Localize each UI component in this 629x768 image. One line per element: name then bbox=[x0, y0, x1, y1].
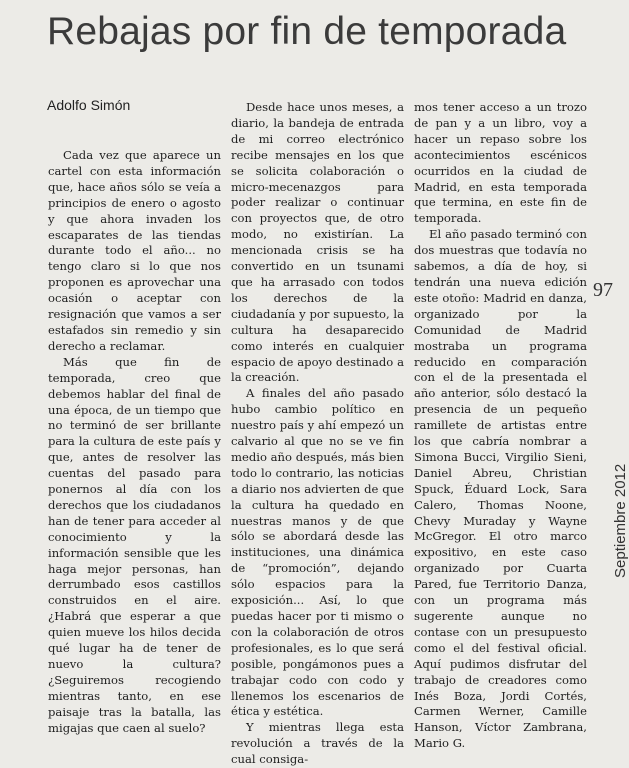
issue-date: Septiembre 2012 bbox=[612, 463, 629, 578]
article-title: Rebajas por fin de temporada bbox=[47, 10, 567, 53]
page-number: 97 bbox=[593, 279, 613, 301]
paragraph: Y mientras llega esta revolución a través de la cual consiga- bbox=[231, 720, 404, 767]
paragraph: A finales del año pasado hubo cambio político en nuestro país y ahí empezó un calvario al que no se ve fin medio año después, más bien todo lo contrario, las noticias a diario nos advierten de que la cultura ha quedado en nuestras manos y de que sólo se abordará desde las instituciones, una dinámica de “promoción”, dejando sólo espacios para la exposición... Así, lo que puedas hacer por ti mismo o con la colaboración de otros profesionales, es lo que será posible, pongámonos pues a trabajar codo con codo y llenemos los escenarios de ética y estética. bbox=[231, 386, 404, 719]
paragraph: Cada vez que aparece un cartel con esta información que, hace años sólo se veía a principios de enero o agosto y que ahora invaden los escaparates de las tiendas durante todo el año... no tengo claro si lo que nos proponen es aprovechar una ocasión o aceptar con resignación que vamos a ser estafados sin remedio y sin derecho a reclamar. bbox=[48, 148, 221, 353]
article-column-3 bbox=[414, 100, 587, 752]
paragraph: mos tener acceso a un trozo de pan y a un libro, voy a hacer un repaso sobre los acontecimientos escénicos ocurridos en la ciudad de Madrid, en esta temporada que termina, en este fin de temporada. bbox=[414, 100, 587, 226]
article-column-2 bbox=[231, 100, 404, 768]
paragraph: Más que fin de temporada, creo que debemos hablar del final de una época, de un tiempo que no terminó de ser brillante para la cultura de este país y que, antes de resolver las cuentas del pasado para ponernos al día con los derechos que los ciudadanos han de tener para acceder al conocimiento y la información sensible que les haga mejor personas, han derrumbado esos castillos construidos en el aire. ¿Habrá que esperar a que quien mueve los hilos decida qué lugar ha de tener de nuevo la cultura? ¿Seguiremos recogiendo mientras tanto, en ese paisaje tras la batalla, las migajas que caen al suelo? bbox=[48, 354, 221, 735]
paragraph: Desde hace unos meses, a diario, la bandeja de entrada de mi correo electrónico recibe mensajes en los que se solicita colaboración o micro-mecenazgos para poder realizar o continuar con proyectos que, de otro modo, no existirían. La mencionada crisis se ha convertido en un tsunami que ha arrasado con todos los derechos de la ciudadanía y por supuesto, la cultura ha desaparecido como interés en cualquier espacio de apoyo destinado a la creación. bbox=[231, 100, 404, 385]
article-column-1 bbox=[48, 148, 221, 737]
author-byline: Adolfo Simón bbox=[47, 97, 131, 113]
paragraph: El año pasado terminó con dos muestras que todavía no sabemos, a día de hoy, si tendrán una nueva edición este otoño: Madrid en danza, organizado por la Comunidad de Madrid mostraba un programa reducido en comparación con el de la presentada el año anterior, sólo destacó la presencia de un pequeño ramillete de artistas entre los que cabría nombrar a Simona Bucci, Virgilio Sieni, Daniel Abreu, Christian Spuck, Éduard Lock, Sara Calero, Thomas Noone, Chevy Muraday y Wayne McGregor. El otro marco expositivo, en este caso organizado por Cuarta Pared, fue Territorio Danza, con un programa más sugerente aunque no contase con un presupuesto como el del festival oficial. Aquí pudimos disfrutar del trabajo de creadores como Inés Boza, Jordi Cortés, Carmen Werner, Camille Hanson, Víctor Zambrana, Mario G. bbox=[414, 227, 587, 751]
